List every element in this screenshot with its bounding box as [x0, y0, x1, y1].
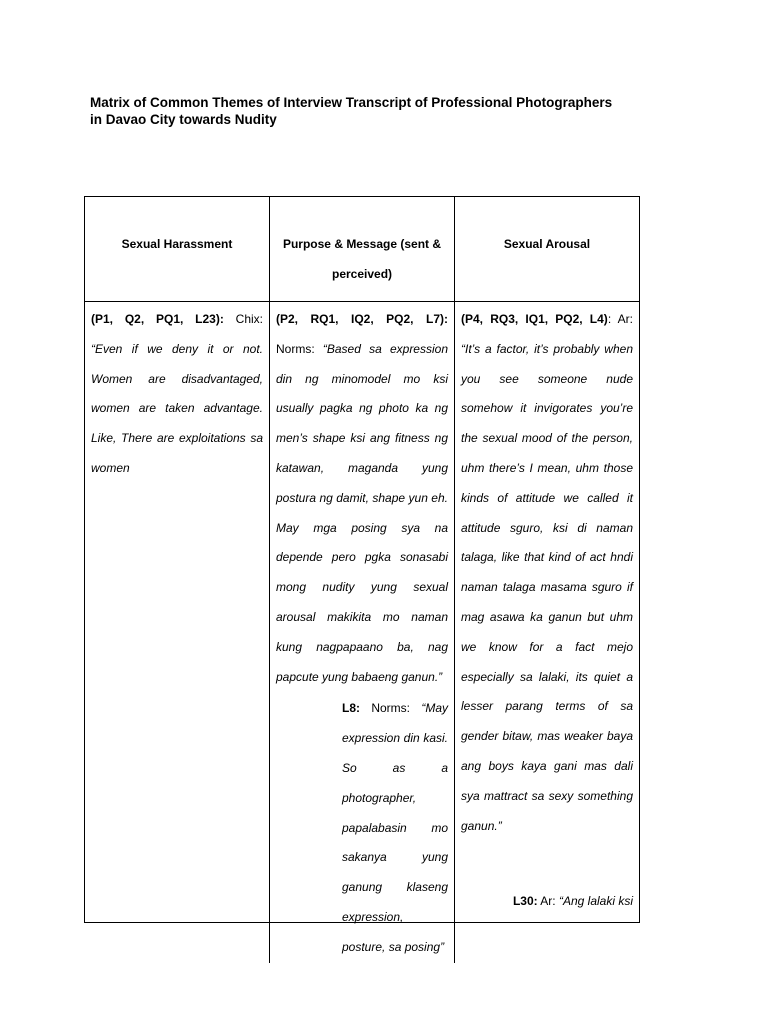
- excerpt-code: (P4, RQ3, IQ1, PQ2, L4): [461, 312, 608, 326]
- cell-sexual-harassment: [85, 302, 270, 963]
- title-line-1: Matrix of Common Themes of Interview Transcript of Professional Photographers: [90, 95, 613, 110]
- excerpt-code: L8:: [342, 701, 360, 716]
- excerpt-label: Ar:: [537, 894, 559, 909]
- header-purpose-message: Purpose & Message (sent & perceived): [270, 197, 455, 302]
- excerpt-label: : Ar:: [607, 312, 634, 326]
- excerpt-p4: [461, 305, 633, 841]
- excerpt-quote: “Based sa expression din ng minomodel mo ksi usually pagka ng photo ka ng men’s shape ksi ang fitness ng katawan, maganda yung postura ng damit, shape yun eh. May mga posing sya na depende pero pgka sonasabi mong nudity yung sexual arousal makikita mo naman kung nagpapaano ba, nag papcute yung babaeng ganun.”: [276, 341, 448, 684]
- document-title: [90, 94, 690, 128]
- cell-sexual-arousal: [455, 302, 639, 963]
- excerpt-code: (P2, RQ1, IQ2, PQ2, L7):: [276, 312, 448, 326]
- excerpt-label: Norms:: [360, 701, 422, 716]
- cell-purpose-message: [270, 302, 455, 963]
- excerpt-p2: [276, 305, 448, 692]
- themes-matrix-table: [84, 196, 640, 954]
- excerpt-label: Norms:: [276, 341, 323, 356]
- excerpt-p2-l8: [276, 694, 448, 962]
- excerpt-label: Chix:: [223, 312, 263, 326]
- excerpt-quote: “Ang lalaki ksi: [558, 894, 633, 909]
- excerpt-p4-l30: [461, 887, 633, 917]
- title-line-2: in Davao City towards Nudity: [90, 112, 277, 127]
- excerpt-quote: “Even if we deny it or not. Women are disadvantaged, women are taken advantage. Like, There are exploitations sa women: [91, 341, 263, 475]
- excerpt-quote: “It’s a factor, it’s probably when you see someone nude somehow it invigorates you’re the sexual mood of the person, uhm there’s I mean, uhm those kinds of attitude we called it attitude sguro, ksi di naman talaga, like that kind of act hndi naman talaga masama sguro if mag asawa ka ganun but uhm we know for a fact mejo especially sa lalaki, its quiet a lesser parang terms of sa gender bitaw, mas weaker baya ang boys kaya gani mas dali sya mattract sa sexy something ganun.”: [461, 341, 633, 833]
- excerpt-quote: “May expression din kasi. So as a photographer, papalabasin mo sakanya yung ganung klaseng expression, posture, sa posing”: [342, 701, 448, 954]
- header-sexual-harassment: Sexual Harassment: [85, 197, 270, 302]
- excerpt-p1: [91, 305, 263, 484]
- excerpt-code: L30:: [512, 894, 538, 909]
- excerpt-code: (P1, Q2, PQ1, L23):: [91, 312, 224, 326]
- header-sexual-arousal: Sexual Arousal: [455, 197, 639, 302]
